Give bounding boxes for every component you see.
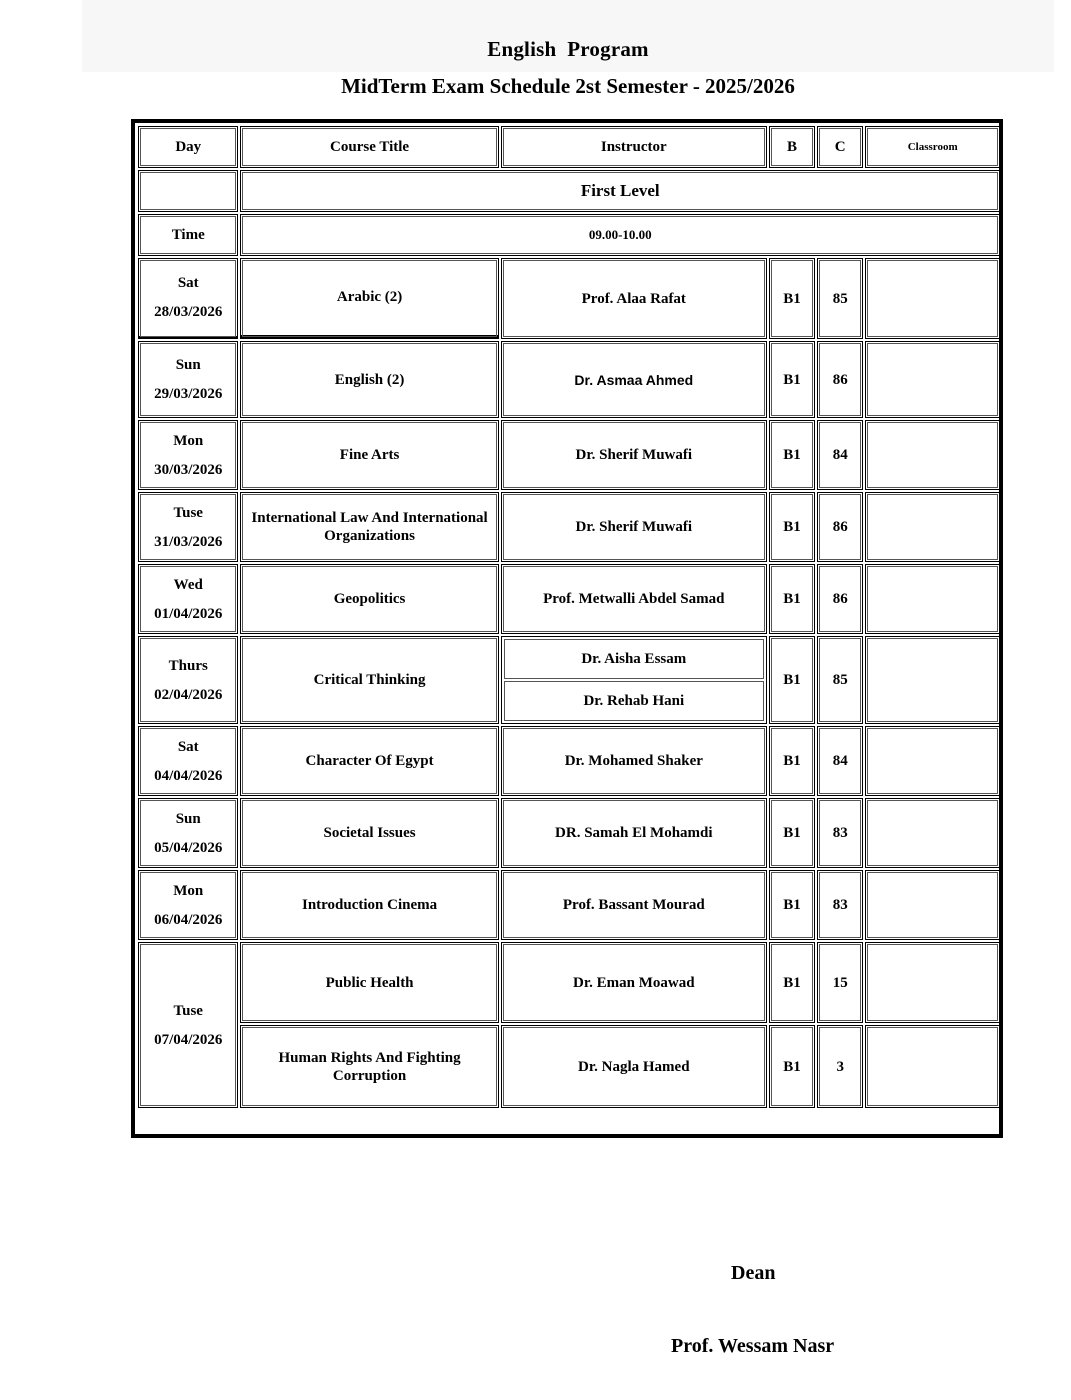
- table-row: [138, 420, 1000, 490]
- course-title: Arabic (2): [240, 258, 498, 339]
- signature-name: Prof. Wessam Nasr: [671, 1335, 835, 1357]
- course-title: International Law And International Organizations: [240, 492, 498, 562]
- course-title: Fine Arts: [240, 420, 498, 490]
- count-cell: 86: [817, 564, 863, 634]
- day-cell: [138, 636, 238, 724]
- exam-date: 05/04/2026: [154, 839, 223, 856]
- exam-date: 28/03/2026: [154, 304, 223, 320]
- batch-cell: B1: [769, 564, 815, 634]
- count-cell: 3: [817, 1025, 863, 1108]
- day-name: Mon: [173, 882, 204, 899]
- day-name: Tuse: [173, 1002, 203, 1019]
- count-cell: 15: [817, 942, 863, 1023]
- batch-cell: B1: [769, 726, 815, 796]
- course-title: Character Of Egypt: [240, 726, 498, 796]
- batch-cell: B1: [769, 258, 815, 339]
- time-label: Time: [138, 214, 238, 256]
- day-name: Mon: [173, 432, 204, 449]
- level-row: [138, 170, 1000, 212]
- exam-date: 29/03/2026: [154, 386, 223, 402]
- instructor-name: Dr. Nagla Hamed: [501, 1025, 767, 1108]
- table-row: [138, 1025, 1000, 1108]
- count-cell: 85: [817, 636, 863, 724]
- day-cell: [138, 942, 238, 1108]
- exam-date: 06/04/2026: [154, 911, 223, 928]
- day-cell: [138, 492, 238, 562]
- count-cell: 84: [817, 726, 863, 796]
- instructor-name: Prof. Metwalli Abdel Samad: [501, 564, 767, 634]
- instructor-name: Prof. Alaa Rafat: [501, 258, 767, 339]
- instructor-name: Dr. Mohamed Shaker: [501, 726, 767, 796]
- column-header: Classroom: [865, 126, 1000, 168]
- exam-date: 02/04/2026: [154, 686, 223, 703]
- column-header: Instructor: [501, 126, 767, 168]
- batch-cell: B1: [769, 636, 815, 724]
- day-cell: [138, 564, 238, 634]
- count-cell: 86: [817, 341, 863, 418]
- signature-title: Dean: [731, 1262, 776, 1284]
- classroom-cell: [865, 636, 1000, 724]
- classroom-cell: [865, 870, 1000, 940]
- batch-cell: B1: [769, 420, 815, 490]
- column-header: Course Title: [240, 126, 498, 168]
- schedule-title: MidTerm Exam Schedule 2st Semester - 2025/2026: [341, 74, 795, 98]
- instructor-name: Dr. Aisha Essam: [504, 639, 764, 679]
- instructor-name: Dr. Eman Moawad: [501, 942, 767, 1023]
- table-row: [138, 258, 1000, 339]
- course-title: Societal Issues: [240, 798, 498, 868]
- day-name: Sat: [177, 738, 199, 755]
- classroom-cell: [865, 341, 1000, 418]
- level-label: First Level: [240, 170, 1000, 212]
- course-title: Human Rights And Fighting Corruption: [240, 1025, 498, 1108]
- schedule-sheet: [131, 119, 1003, 1138]
- instructor-name: Prof. Bassant Mourad: [501, 870, 767, 940]
- batch-cell: B1: [769, 492, 815, 562]
- classroom-cell: [865, 564, 1000, 634]
- day-name: Sun: [175, 357, 201, 373]
- exam-date: 01/04/2026: [154, 605, 223, 622]
- count-cell: 85: [817, 258, 863, 339]
- time-value: 09.00-10.00: [240, 214, 1000, 256]
- classroom-cell: [865, 492, 1000, 562]
- day-name: Sat: [177, 275, 199, 291]
- table-row: [138, 942, 1000, 1023]
- table-row: [138, 636, 1000, 724]
- instructor-name: Dr. Sherif Muwafi: [501, 420, 767, 490]
- empty-cell: [138, 170, 238, 212]
- course-title: Public Health: [240, 942, 498, 1023]
- program-title: English Program: [487, 37, 649, 61]
- classroom-cell: [865, 258, 1000, 339]
- table-row: [138, 492, 1000, 562]
- table-row: [138, 564, 1000, 634]
- exam-date: 31/03/2026: [154, 533, 223, 550]
- exam-schedule-table: [136, 124, 1002, 1110]
- day-name: Wed: [173, 576, 203, 593]
- instructor-name: Dr. Rehab Hani: [504, 681, 764, 721]
- table-row: [138, 798, 1000, 868]
- day-cell: [138, 726, 238, 796]
- count-cell: 83: [817, 798, 863, 868]
- classroom-cell: [865, 726, 1000, 796]
- batch-cell: B1: [769, 798, 815, 868]
- day-name: Sun: [175, 810, 201, 827]
- batch-cell: B1: [769, 870, 815, 940]
- batch-cell: B1: [769, 1025, 815, 1108]
- exam-date: 07/04/2026: [154, 1031, 223, 1048]
- day-cell: [138, 420, 238, 490]
- day-cell: [138, 341, 238, 418]
- day-name: Thurs: [168, 657, 208, 674]
- instructor-name: Dr. Sherif Muwafi: [501, 492, 767, 562]
- day-cell: [138, 258, 238, 339]
- instructor-cell: [501, 636, 767, 724]
- course-title: Geopolitics: [240, 564, 498, 634]
- day-cell: [138, 870, 238, 940]
- exam-date: 04/04/2026: [154, 767, 223, 784]
- column-header: C: [817, 126, 863, 168]
- course-title: Critical Thinking: [240, 636, 498, 724]
- batch-cell: B1: [769, 341, 815, 418]
- header-row: [138, 126, 1000, 168]
- classroom-cell: [865, 798, 1000, 868]
- classroom-cell: [865, 420, 1000, 490]
- course-title: Introduction Cinema: [240, 870, 498, 940]
- instructor-name: Dr. Asmaa Ahmed: [501, 341, 767, 418]
- count-cell: 84: [817, 420, 863, 490]
- course-title: English (2): [240, 341, 498, 418]
- batch-cell: B1: [769, 942, 815, 1023]
- classroom-cell: [865, 1025, 1000, 1108]
- day-name: Tuse: [173, 504, 203, 521]
- table-row: [138, 870, 1000, 940]
- instructor-name: DR. Samah El Mohamdi: [501, 798, 767, 868]
- count-cell: 83: [817, 870, 863, 940]
- exam-date: 30/03/2026: [154, 461, 223, 478]
- column-header: B: [769, 126, 815, 168]
- classroom-cell: [865, 942, 1000, 1023]
- column-header: Day: [138, 126, 238, 168]
- table-row: [138, 726, 1000, 796]
- time-row: [138, 214, 1000, 256]
- day-cell: [138, 798, 238, 868]
- table-row: [138, 341, 1000, 418]
- count-cell: 86: [817, 492, 863, 562]
